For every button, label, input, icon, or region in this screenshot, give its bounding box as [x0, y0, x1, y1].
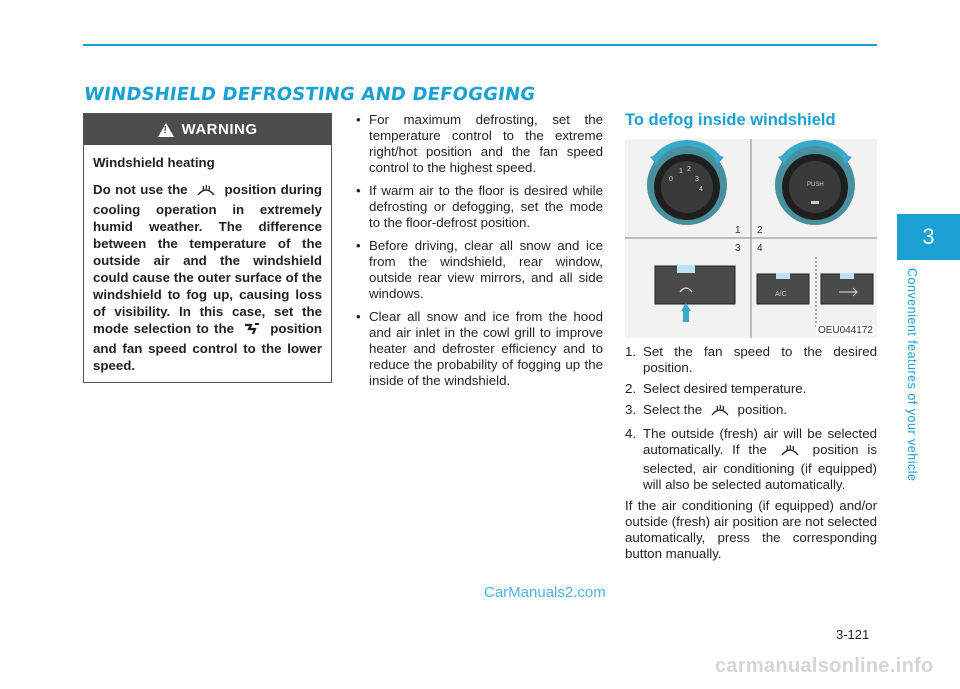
step-text: Select desired temperature. [643, 381, 807, 396]
step-text: Select the [643, 402, 703, 417]
list-item [625, 344, 877, 376]
control-panel-figure [625, 139, 877, 338]
defog-steps [625, 344, 877, 562]
watermark-link[interactable]: CarManuals2.com [484, 584, 606, 601]
tips-list [354, 112, 603, 389]
warning-body [84, 145, 331, 374]
figure-illustration [625, 139, 877, 338]
defrost-icon [196, 183, 216, 201]
page-number: 3-121 [836, 627, 870, 642]
panel-label: 2 [757, 225, 763, 236]
step-number: 2. [625, 381, 637, 396]
steps-list [625, 344, 877, 493]
chapter-tab [897, 214, 960, 260]
warning-text [93, 181, 322, 374]
list-item: • Before driving, clear all snow and ice from the windshield, rear window, outside rear view mirrors, and all side windows. [354, 238, 603, 302]
panel-label: 1 [735, 225, 741, 236]
dial-number: 4 [699, 186, 703, 193]
warning-header [84, 114, 331, 145]
push-label: PUSH [807, 182, 824, 188]
list-item [625, 426, 877, 493]
closing-paragraph: If the air conditioning (if equipped) and/or outside (fresh) air position are not selected automatically, press the corresponding button manually. [625, 498, 877, 561]
floor-defrost-icon [243, 322, 261, 340]
list-item: • Clear all snow and ice from the hood and air inlet in the cowl grill to improve heater and defroster efficiency and to reduce the probability of fogging up the inside of the windshield. [354, 309, 603, 389]
step-number: 4. [625, 426, 637, 441]
step-text: The outside (fresh) air will be selected automatically. If the [643, 426, 877, 457]
top-rule [83, 44, 877, 46]
warning-label: WARNING [181, 121, 258, 138]
ac-button-illustration [757, 273, 809, 304]
defrost-icon [710, 403, 730, 421]
recirculation-button-illustration [821, 273, 873, 304]
dial-number: 3 [695, 176, 699, 183]
warning-box [83, 113, 332, 383]
dial-number: 1 [679, 168, 683, 175]
subsection-title: To defog inside windshield [625, 111, 836, 129]
temperature-knob [775, 143, 855, 225]
warning-triangle-icon [158, 123, 174, 137]
dial-number: 0 [669, 176, 673, 183]
warning-text-1: Do not use the [93, 182, 188, 197]
panel-label: 3 [735, 243, 741, 254]
fan-speed-knob [647, 143, 727, 225]
step-number: 1. [625, 344, 637, 359]
chapter-title: Convenient features of your vehicle [905, 268, 919, 482]
tips-column [354, 112, 603, 396]
panel-label: 4 [757, 243, 763, 254]
watermark-text: carmanualsonline.info [715, 655, 934, 677]
defrost-button-illustration [655, 265, 735, 322]
step-text: Set the fan speed to the desired position. [643, 344, 877, 375]
list-item: • If warm air to the floor is desired while defrosting or defogging, set the mode to the floor-defrost position. [354, 183, 603, 231]
warning-text-3: position and fan speed control to the lower speed. [93, 321, 322, 373]
warning-heading: Windshield heating [93, 155, 215, 170]
step-text: position is selected, air conditioning (if equipped) will also be selected automatically. [643, 442, 877, 492]
step-text: position. [737, 402, 788, 417]
figure-code: OEU044172 [817, 325, 873, 336]
list-item [625, 381, 877, 397]
dial-number: 2 [687, 166, 691, 173]
section-title: WINDSHIELD DEFROSTING AND DEFOGGING [82, 84, 537, 105]
chapter-number: 3 [922, 224, 935, 249]
warning-text-2: position during cooling operation in extremely humid weather. The difference between the temperature of the outside air and the windshield could cause the outer surface of the windshield to fog up, causing loss of visibility. In this case, set the mode selection to the [93, 182, 323, 336]
list-item: • For maximum defrosting, set the temperature control to the extreme right/hot position and the fan speed control to the highest speed. [354, 112, 603, 176]
defrost-icon [780, 443, 800, 461]
list-item [625, 402, 877, 421]
step-number: 3. [625, 402, 637, 417]
ac-label: A/C [775, 291, 787, 298]
